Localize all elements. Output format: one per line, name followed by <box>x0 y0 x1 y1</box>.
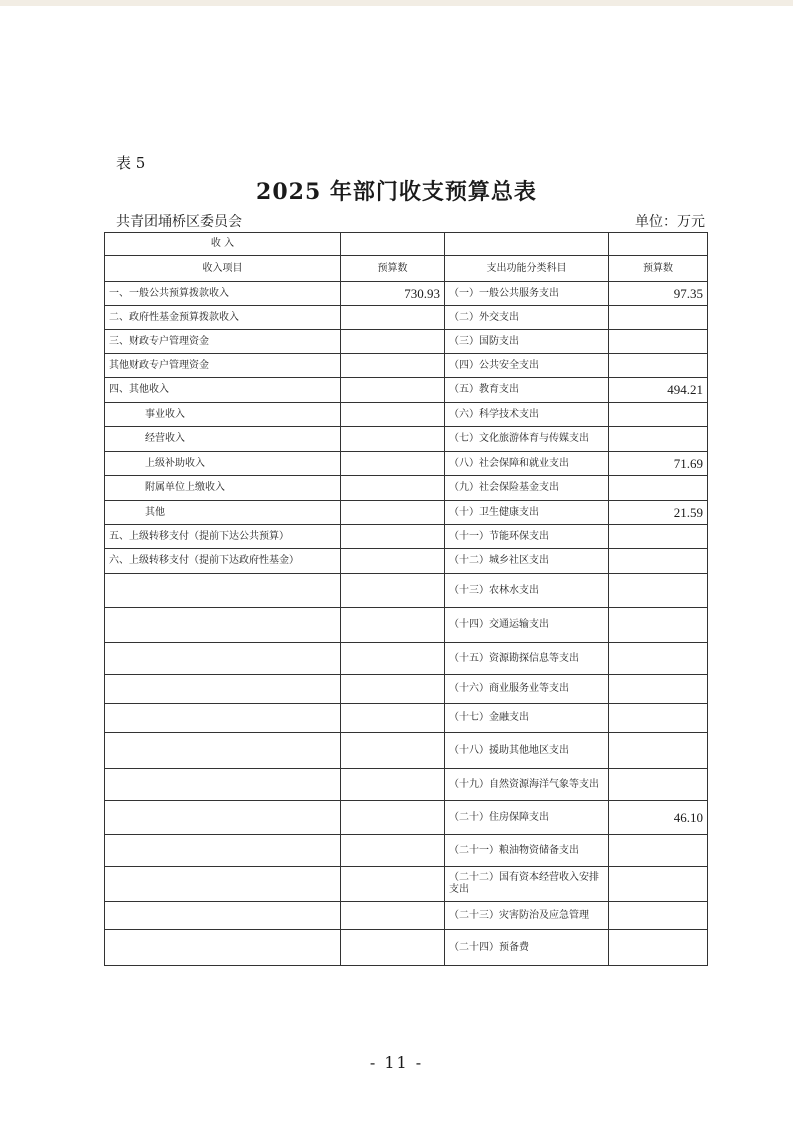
income-item-cell <box>105 608 341 643</box>
col-header-expense-item: 支出功能分类科目 <box>445 256 609 282</box>
organization-name: 共青团埇桥区委员会 <box>116 214 242 230</box>
income-amount-cell: 730.93 <box>341 282 445 306</box>
expense-item-cell: （二十四）预备费 <box>445 930 609 966</box>
table-row <box>105 902 708 930</box>
income-amount-cell <box>341 902 445 930</box>
expense-item-cell: （二十二）国有资本经营收入安排支出 <box>445 867 609 902</box>
expense-amount-cell: 21.59 <box>609 501 708 525</box>
page-number: - 11 - <box>369 1053 424 1072</box>
income-item-cell: 附属单位上缴收入 <box>105 476 341 501</box>
income-amount-cell <box>341 476 445 501</box>
expense-amount-cell <box>609 769 708 801</box>
income-item-cell: 三、财政专户管理资金 <box>105 330 341 354</box>
table-row <box>105 867 708 902</box>
table-row <box>105 643 708 675</box>
expense-amount-cell <box>609 354 708 378</box>
table-row <box>105 704 708 733</box>
income-amount-cell <box>341 501 445 525</box>
expense-amount-cell <box>609 330 708 354</box>
income-item-cell <box>105 801 341 835</box>
income-item-cell <box>105 769 341 801</box>
income-item-cell <box>105 643 341 675</box>
income-amount-cell <box>341 427 445 452</box>
table-row <box>105 330 708 354</box>
income-amount-cell <box>341 867 445 902</box>
expense-amount-cell <box>609 427 708 452</box>
group-header-row <box>105 233 708 256</box>
income-item-cell: 一、一般公共预算拨款收入 <box>105 282 341 306</box>
income-item-cell <box>105 867 341 902</box>
income-item-cell <box>105 930 341 966</box>
expense-item-cell: （十二）城乡社区支出 <box>445 549 609 574</box>
table-row <box>105 452 708 476</box>
expense-amount-cell <box>609 643 708 675</box>
table-number: 表 5 <box>116 154 146 172</box>
expense-amount-cell <box>609 733 708 769</box>
expense-item-cell: （九）社会保险基金支出 <box>445 476 609 501</box>
group-header-cell <box>341 233 445 256</box>
table-row <box>105 378 708 403</box>
expense-item-cell: （三）国防支出 <box>445 330 609 354</box>
expense-amount-cell <box>609 902 708 930</box>
expense-item-cell: （十四）交通运输支出 <box>445 608 609 643</box>
group-header-cell <box>445 233 609 256</box>
table-row <box>105 801 708 835</box>
expense-amount-cell <box>609 835 708 867</box>
expense-item-cell: （六）科学技术支出 <box>445 403 609 427</box>
income-amount-cell <box>341 643 445 675</box>
income-item-cell: 五、上级转移支付（提前下达公共预算） <box>105 525 341 549</box>
income-item-cell <box>105 704 341 733</box>
table-row <box>105 733 708 769</box>
income-item-cell <box>105 902 341 930</box>
income-amount-cell <box>341 704 445 733</box>
unit-label: 单位：万元 <box>635 214 705 230</box>
income-amount-cell <box>341 330 445 354</box>
expense-item-cell: （二十一）粮油物资储备支出 <box>445 835 609 867</box>
income-group-header: 收 入 <box>105 233 341 256</box>
expense-amount-cell: 46.10 <box>609 801 708 835</box>
expense-amount-cell: 494.21 <box>609 378 708 403</box>
income-item-cell: 四、其他收入 <box>105 378 341 403</box>
table-row <box>105 306 708 330</box>
income-amount-cell <box>341 549 445 574</box>
income-item-cell <box>105 733 341 769</box>
expense-amount-cell: 71.69 <box>609 452 708 476</box>
expense-amount-cell <box>609 867 708 902</box>
expense-amount-cell <box>609 675 708 704</box>
table-row <box>105 608 708 643</box>
expense-amount-cell <box>609 403 708 427</box>
col-header-income-amount: 预算数 <box>341 256 445 282</box>
budget-table <box>104 232 708 966</box>
income-item-cell <box>105 835 341 867</box>
column-header-row <box>105 256 708 282</box>
income-amount-cell <box>341 403 445 427</box>
income-amount-cell <box>341 452 445 476</box>
expense-item-cell: （十九）自然资源海洋气象等支出 <box>445 769 609 801</box>
income-item-cell: 其他财政专户管理资金 <box>105 354 341 378</box>
expense-amount-cell <box>609 306 708 330</box>
expense-item-cell: （十七）金融支出 <box>445 704 609 733</box>
income-amount-cell <box>341 733 445 769</box>
table-row <box>105 769 708 801</box>
income-amount-cell <box>341 835 445 867</box>
expense-amount-cell <box>609 930 708 966</box>
income-amount-cell <box>341 306 445 330</box>
table-row <box>105 476 708 501</box>
expense-item-cell: （七）文化旅游体育与传媒支出 <box>445 427 609 452</box>
income-amount-cell <box>341 525 445 549</box>
income-item-cell: 事业收入 <box>105 403 341 427</box>
table-row <box>105 354 708 378</box>
expense-item-cell: （二十）住房保障支出 <box>445 801 609 835</box>
expense-amount-cell <box>609 525 708 549</box>
col-header-expense-amount: 预算数 <box>609 256 708 282</box>
col-header-income-item: 收入项目 <box>105 256 341 282</box>
income-amount-cell <box>341 675 445 704</box>
expense-item-cell: （十六）商业服务业等支出 <box>445 675 609 704</box>
expense-item-cell: （一）一般公共服务支出 <box>445 282 609 306</box>
income-amount-cell <box>341 574 445 608</box>
income-amount-cell <box>341 801 445 835</box>
expense-amount-cell <box>609 704 708 733</box>
table-row <box>105 282 708 306</box>
income-amount-cell <box>341 378 445 403</box>
expense-item-cell: （十五）资源勘探信息等支出 <box>445 643 609 675</box>
expense-item-cell: （四）公共安全支出 <box>445 354 609 378</box>
table-row <box>105 403 708 427</box>
page-title: 2025 年部门收支预算总表 <box>256 179 537 205</box>
expense-item-cell: （十三）农林水支出 <box>445 574 609 608</box>
income-item-cell: 经营收入 <box>105 427 341 452</box>
expense-item-cell: （二）外交支出 <box>445 306 609 330</box>
table-row <box>105 574 708 608</box>
expense-item-cell: （十八）援助其他地区支出 <box>445 733 609 769</box>
income-amount-cell <box>341 930 445 966</box>
expense-amount-cell: 97.35 <box>609 282 708 306</box>
table-row <box>105 930 708 966</box>
income-item-cell: 其他 <box>105 501 341 525</box>
income-item-cell <box>105 675 341 704</box>
expense-item-cell: （八）社会保障和就业支出 <box>445 452 609 476</box>
income-item-cell: 上级补助收入 <box>105 452 341 476</box>
table-row <box>105 835 708 867</box>
scan-top-edge <box>0 0 793 6</box>
income-amount-cell <box>341 769 445 801</box>
income-item-cell <box>105 574 341 608</box>
expense-item-cell: （十一）节能环保支出 <box>445 525 609 549</box>
income-amount-cell <box>341 354 445 378</box>
expense-amount-cell <box>609 549 708 574</box>
expense-item-cell: （五）教育支出 <box>445 378 609 403</box>
table-row <box>105 549 708 574</box>
group-header-cell <box>609 233 708 256</box>
table-row <box>105 675 708 704</box>
expense-amount-cell <box>609 574 708 608</box>
income-item-cell: 六、上级转移支付（提前下达政府性基金） <box>105 549 341 574</box>
table-row <box>105 501 708 525</box>
table-row <box>105 525 708 549</box>
income-amount-cell <box>341 608 445 643</box>
table-row <box>105 427 708 452</box>
expense-amount-cell <box>609 476 708 501</box>
expense-amount-cell <box>609 608 708 643</box>
income-item-cell: 二、政府性基金预算拨款收入 <box>105 306 341 330</box>
expense-item-cell: （十）卫生健康支出 <box>445 501 609 525</box>
expense-item-cell: （二十三）灾害防治及应急管理 <box>445 902 609 930</box>
